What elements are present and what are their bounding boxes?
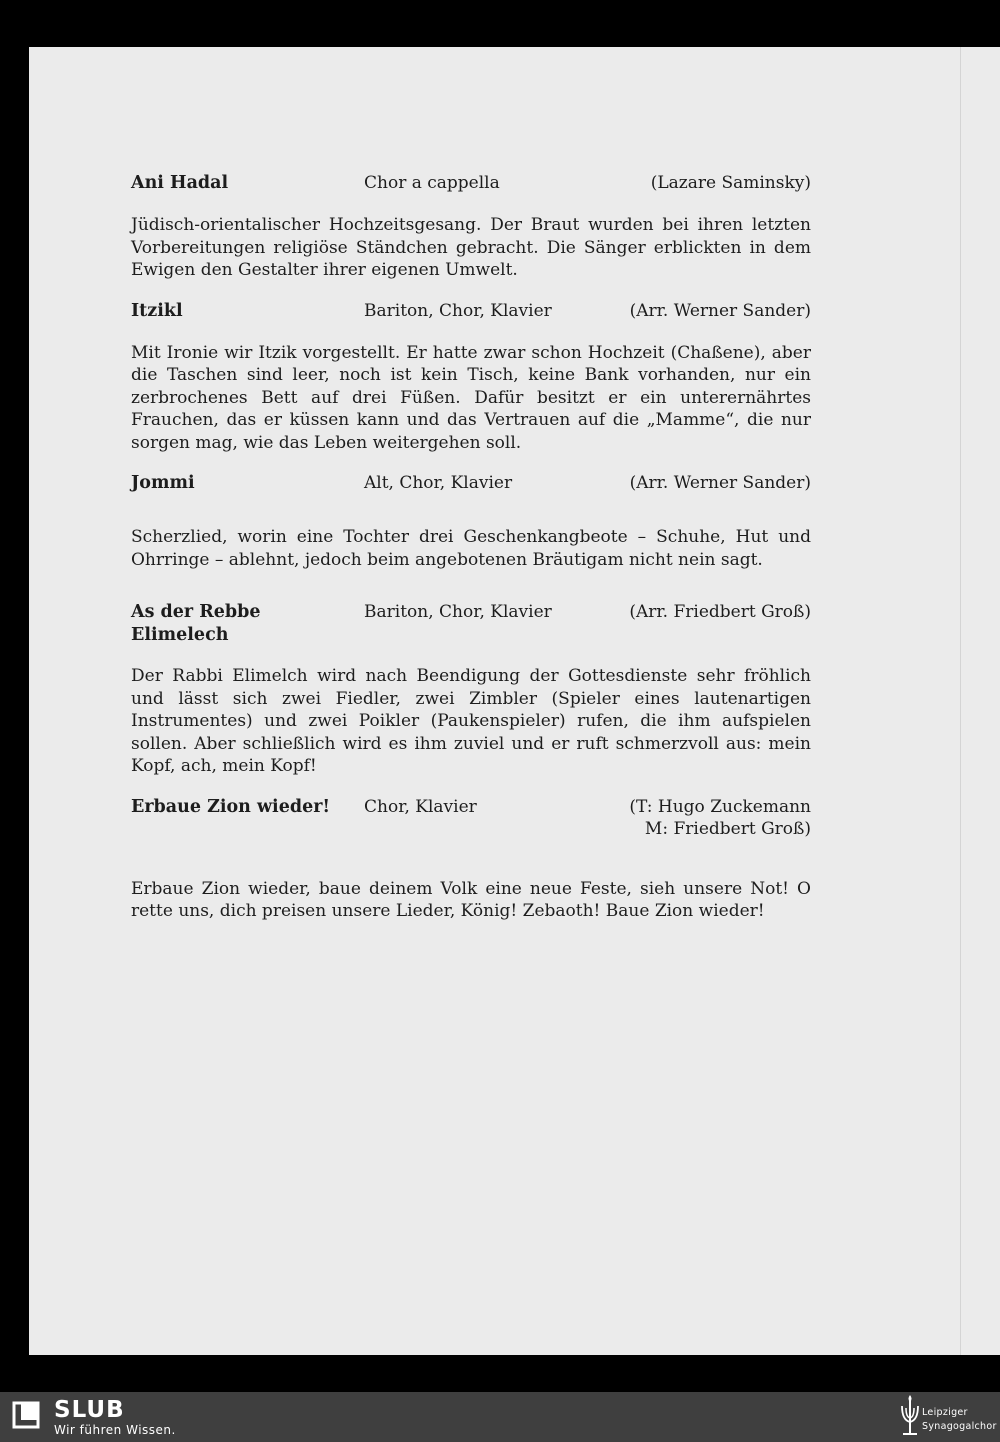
- song-header: [131, 796, 811, 842]
- library-tagline: Wir führen Wissen.: [54, 1423, 176, 1437]
- menorah-icon: [897, 1394, 923, 1438]
- song-header: [131, 172, 811, 196]
- choir-name-line: Synagogalchor: [922, 1421, 997, 1432]
- song-credit: [629, 796, 811, 841]
- song-voices: Bariton, Chor, Klavier: [364, 300, 552, 321]
- song-credit: (Arr. Werner Sander): [629, 300, 811, 321]
- song-header: [131, 601, 811, 647]
- song-header: [131, 472, 811, 496]
- library-name: SLUB: [54, 1397, 125, 1423]
- song-title: Erbaue Zion wieder!: [131, 796, 331, 817]
- song-voices: Bariton, Chor, Klavier: [364, 602, 552, 622]
- song-title: Ani Hadal: [131, 173, 229, 193]
- song-description: Erbaue Zion wieder, baue deinem Volk eine neue Feste, sieh unsere Not! O rette uns, dich preisen unsere Lieder, König! Zebaoth! Baue Zion wieder!: [131, 878, 811, 921]
- song-title: Jommi: [131, 473, 195, 493]
- song-voices: Chor a cappella: [364, 173, 500, 193]
- song-title: Itzikl: [131, 300, 183, 321]
- song-description: Scherzlied, worin eine Tochter drei Geschenkangbeote – Schuhe, Hut und Ohrringe – ablehnt, jedoch beim angebotenen Bräutigam nicht nein sagt.: [131, 527, 811, 570]
- song-credit: (Arr. Friedbert Groß): [629, 602, 811, 622]
- song-credit: (Arr. Werner Sander): [629, 473, 811, 493]
- song-title-line: Elimelech: [131, 624, 229, 645]
- song-description: Mit Ironie wir Itzik vorgestellt. Er hatte zwar schon Hochzeit (Chaßene), aber die Taschen sind leer, noch ist kein Tisch, keine Bank vorhanden, nur ein zerbrochenes Bett auf drei Füßen. Dafür besitzt er ein unterernährtes Frauchen, das er küssen kann und das Vertrauen auf die „Mamme“, die nur sorgen mag, wie das Leben weitergehen soll.: [131, 342, 811, 453]
- footer-bar: [0, 1392, 1000, 1442]
- song-description: Jüdisch-orientalischer Hochzeitsgesang. Der Braut wurden bei ihren letzten Vorbereitungen religiöse Ständchen gebracht. Die Sänger erblickten in dem Ewigen den Gestalter ihrer eigenen Umwelt.: [131, 215, 811, 280]
- choir-name: [922, 1406, 997, 1434]
- program-text: [131, 172, 811, 923]
- song-header: [131, 300, 811, 324]
- song-credit-line: M: Friedbert Groß): [644, 819, 811, 839]
- song-title: [131, 601, 351, 646]
- song-credit-line: (T: Hugo Zuckemann: [629, 796, 811, 817]
- slub-logo-icon: [12, 1401, 40, 1429]
- choir-name-line: Leipziger: [922, 1407, 968, 1418]
- song-description: Der Rabbi Elimelch wird nach Beendigung der Gottesdienste sehr fröhlich und lässt sich zwei Fiedler, zwei Zimbler (Spieler eines lautenartigen Instrumentes) und zwei Poikler (Paukenspieler) rufen, die ihm aufspielen sollen. Aber schließlich wird es ihm zuviel und er ruft schmerzvoll aus: mein Kopf, ach, mein Kopf!: [131, 666, 811, 776]
- song-voices: Chor, Klavier: [364, 796, 477, 817]
- song-title-line: As der Rebbe: [131, 602, 261, 622]
- page-fold-line: [960, 47, 961, 1355]
- song-credit: (Lazare Saminsky): [650, 173, 811, 193]
- song-voices: Alt, Chor, Klavier: [364, 473, 513, 493]
